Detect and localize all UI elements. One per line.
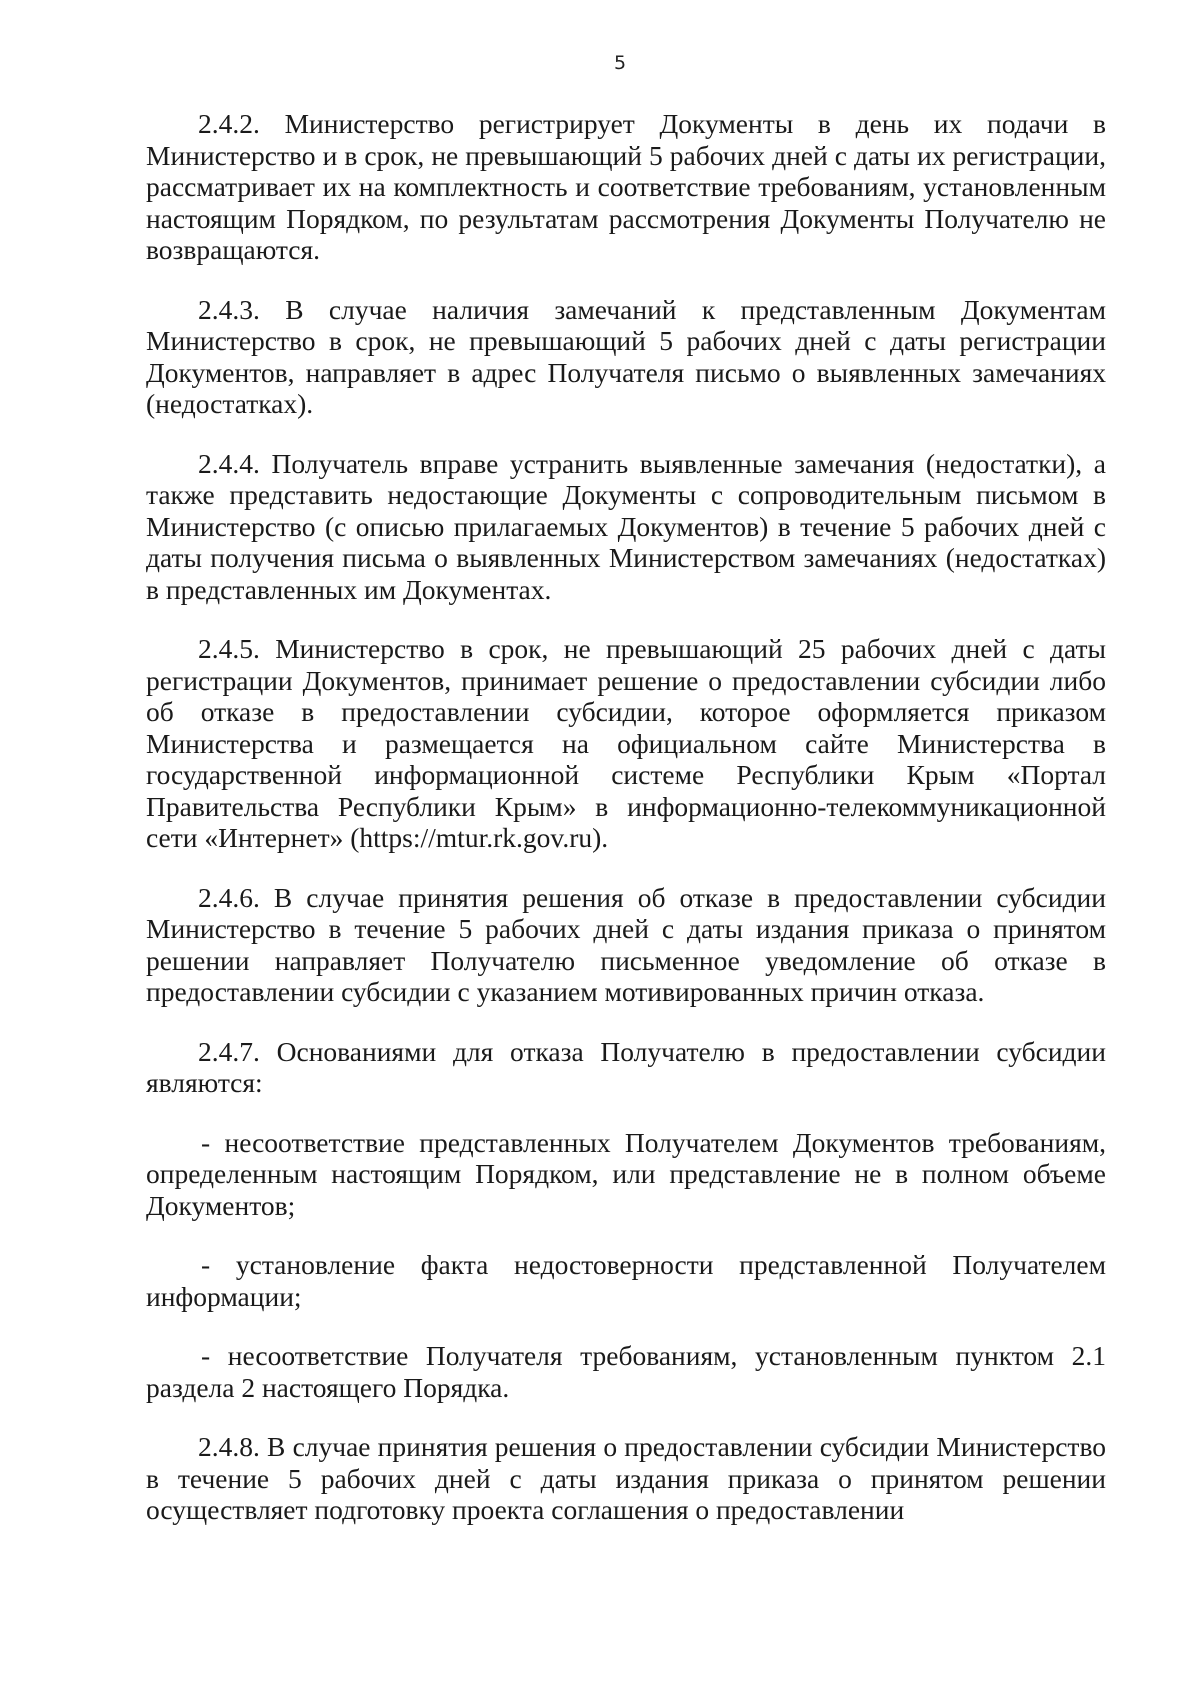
paragraph-2-4-6: 2.4.6. В случае принятия решения об отказе в предоставлении субсидии Министерство в течение 5 рабочих дней с даты издания приказа о принятом решении направляет Получателю письменное уведомление об отказе в предоставлении субсидии с указанием мотивированных причин отказа. xyxy=(146,881,1106,1007)
bullet-item-2: - установление факта недостоверности представленной Получателем информации; xyxy=(146,1249,1106,1312)
paragraph-2-4-4: 2.4.4. Получатель вправе устранить выявленные замечания (недостатки), а также представить недостающие Документы с сопроводительным письмом в Министерство (с описью прилагаемых Документов) в течение 5 рабочих дней с даты получения письма о выявленных Министерством замечаниях (недостатках) в представленных им Документах. xyxy=(146,447,1106,605)
paragraph-2-4-5: 2.4.5. Министерство в срок, не превышающий 25 рабочих дней с даты регистрации Документов, принимает решение о предоставлении субсидии либо об отказе в предоставлении субсидии, которое оформляется приказом Министерства и размещается на официальном сайте Министерства в государственной информационной системе Республики Крым «Портал Правительства Республики Крым» в информационно-телекоммуникационной сети «Интернет» (https://mtur.rk.gov.ru). xyxy=(146,633,1106,853)
paragraph-2-4-3: 2.4.3. В случае наличия замечаний к представленным Документам Министерство в срок, не превышающий 5 рабочих дней с даты регистрации Документов, направляет в адрес Получателя письмо о выявленных замечаниях (недостатках). xyxy=(146,293,1106,419)
paragraph-2-4-2: 2.4.2. Министерство регистрирует Документы в день их подачи в Министерство и в срок, не превышающий 5 рабочих дней с даты их регистрации, рассматривает их на комплектность и соответствие требованиям, установленным настоящим Порядком, по результатам рассмотрения Документы Получателю не возвращаются. xyxy=(146,108,1106,265)
document-body xyxy=(146,108,1106,1554)
paragraph-2-4-7: 2.4.7. Основаниями для отказа Получателю в предоставлении субсидии являются: xyxy=(146,1035,1106,1098)
page-number: 5 xyxy=(613,52,627,74)
paragraph-2-4-8: 2.4.8. В случае принятия решения о предоставлении субсидии Министерство в течение 5 рабочих дней с даты издания приказа о принятом решении осуществляет подготовку проекта соглашения о предоставлении xyxy=(146,1431,1106,1525)
bullet-item-1: - несоответствие представленных Получателем Документов требованиям, определенным настоящим Порядком, или представление не в полном объеме Документов; xyxy=(146,1126,1106,1221)
bullet-item-3: - несоответствие Получателя требованиям, установленным пунктом 2.1 раздела 2 настоящего Порядка. xyxy=(146,1340,1106,1403)
